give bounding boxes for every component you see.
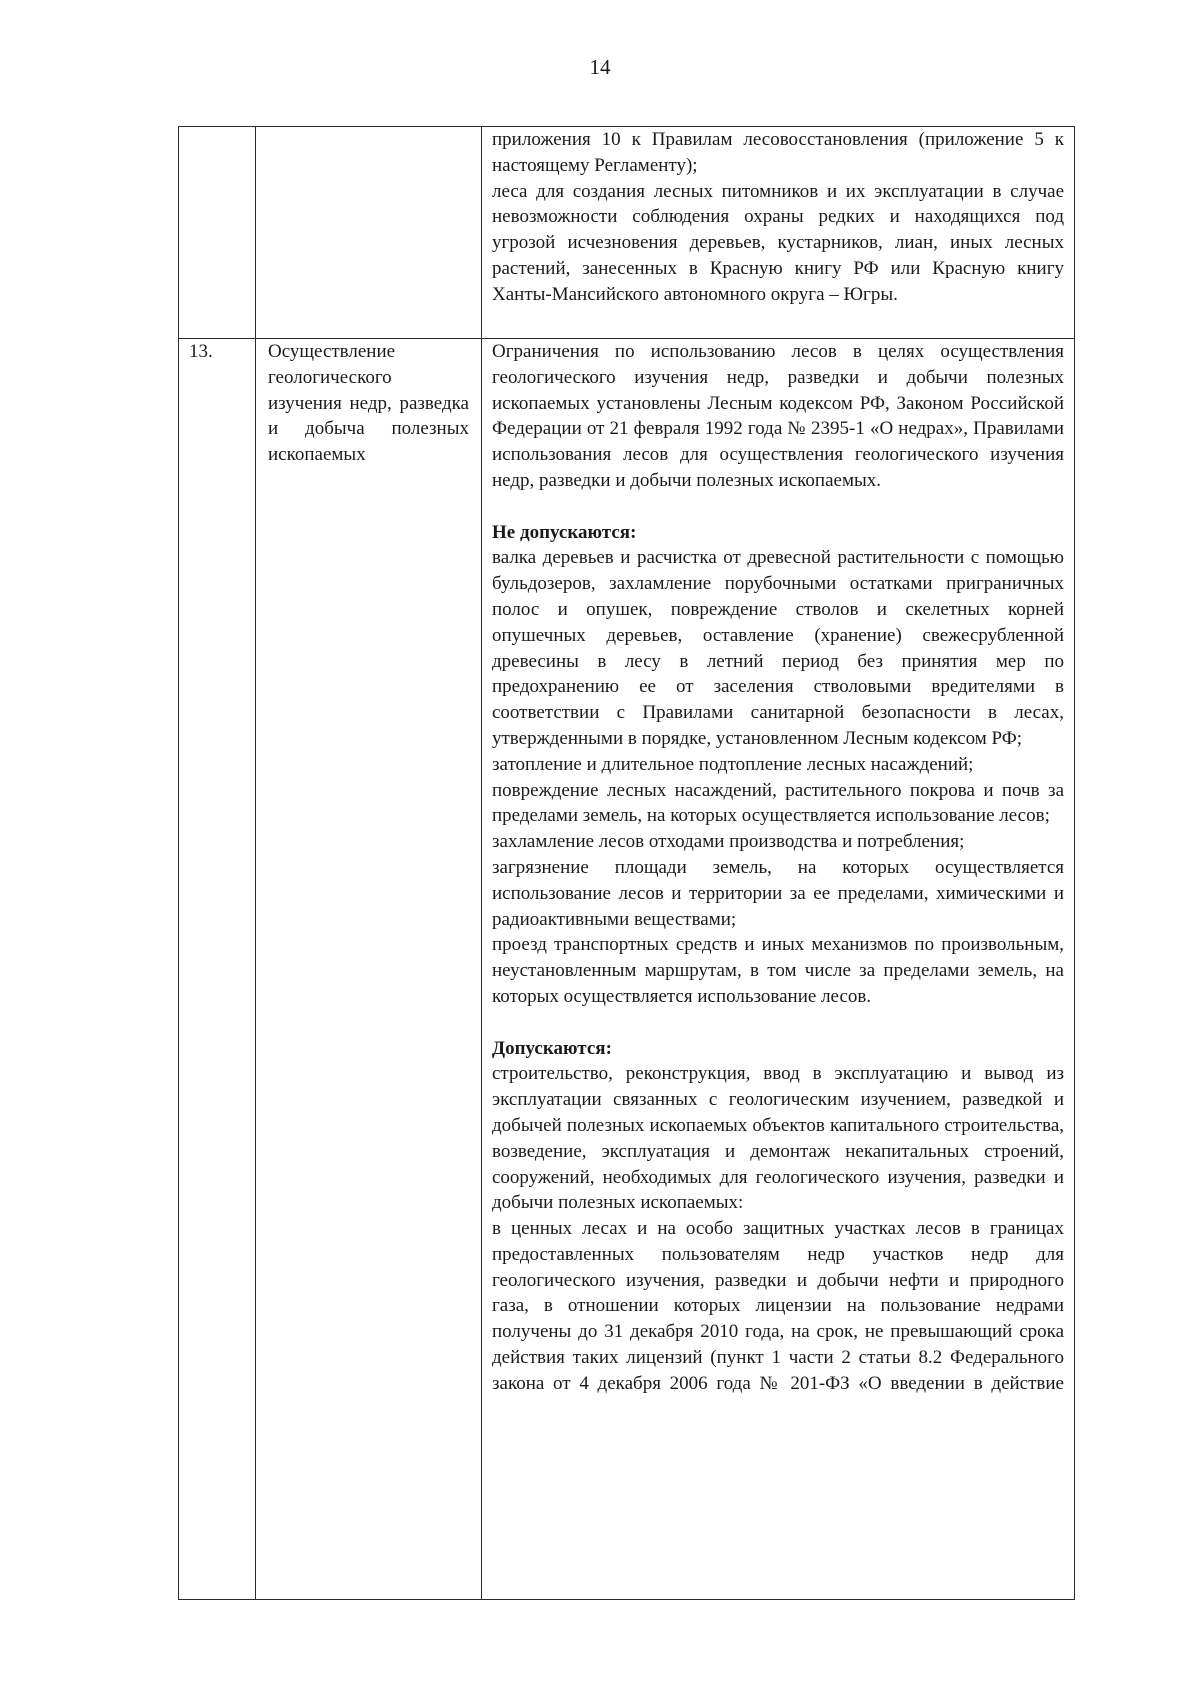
description-cell <box>482 127 1075 339</box>
regulation-table <box>178 126 1075 1600</box>
allowed-item: в ценных лесах и на особо защитных участках лесов в границах предоставленных пользователям недр участков недр для геологического изучения, разведки и добычи нефти и природного газа, в отношении которых лицензии на пользование недрами получены до 31 декабря 2010 года, на срок, не превышающий срока действия таких лицензий (пункт 1 части 2 статьи 8.2 Федерального закона от 4 декабря 2006 года № 201-ФЗ «О введении в действие <box>492 1218 1064 1394</box>
prohibited-item: затопление и длительное подтопление лесных насаждений; <box>492 753 974 775</box>
prohibited-item: валка деревьев и расчистка от древесной растительности с помощью бульдозеров, захламление порубочными остатками приграничных полос и опушек, повреждение стволов и скелетных корней опушечных деревьев, оставление (хранение) свежесрубленной древесины в лесу в летний период без принятия мер по предохранению ее от заселения стволовыми вредителями в соответствии с Правилами санитарной безопасности в лесах, утвержденными в порядке, установленном Лесным кодексом РФ; <box>492 547 1064 749</box>
row-number-cell <box>179 127 256 339</box>
row-number-cell: 13. <box>179 339 256 1600</box>
allowed-heading: Допускаются: <box>492 1037 612 1059</box>
prohibited-item: загрязнение площади земель, на которых осуществляется использование лесов и территории за ее пределами, химическими и радиоактивными веществами; <box>492 856 1064 930</box>
table-row-13 <box>179 339 1075 1600</box>
description-paragraph: леса для создания лесных питомников и их эксплуатации в случае невозможности соблюдения охраны редких и находящихся под угрозой исчезновения деревьев, кустарников, лиан, иных лесных растений, занесенных в Красную книгу РФ или Красную книгу Ханты-Мансийского автономного округа – Югры. <box>492 180 1064 305</box>
prohibited-item: проезд транспортных средств и иных механизмов по произвольным, неустановленным маршрутам, в том числе за пределами земель, на которых осуществляется использование лесов. <box>492 934 1064 1007</box>
activity-cell <box>256 127 482 339</box>
allowed-item: строительство, реконструкция, ввод в эксплуатацию и вывод из эксплуатации связанных с геологическим изучением, разведкой и добычей полезных ископаемых объектов капитального строительства, возведение, эксплуатация и демонтаж некапитальных строений, сооружений, необходимых для геологического изучения, разведки и добычи полезных ископаемых: <box>492 1063 1064 1214</box>
prohibited-item: повреждение лесных насаждений, растительного покрова и почв за пределами земель, на которых осуществляется использование лесов; <box>492 779 1064 827</box>
table-row-continued <box>179 127 1075 339</box>
prohibited-heading: Не допускаются: <box>492 521 637 543</box>
page-number: 14 <box>589 55 611 79</box>
description-cell <box>482 339 1075 1600</box>
activity-cell: Осуществление геологического изучения недр, разведка и добыча полезных ископаемых <box>256 339 482 1600</box>
prohibited-item: захламление лесов отходами производства и потребления; <box>492 831 965 853</box>
description-paragraph: приложения 10 к Правилам лесовосстановления (приложение 5 к настоящему Регламенту); <box>492 129 1064 176</box>
intro-paragraph: Ограничения по использованию лесов в целях осуществления геологического изучения недр, разведки и добычи полезных ископаемых установлены Лесным кодексом РФ, Законом Российской Федерации от 21 февраля 1992 года № 2395-1 «О недрах», Правилами использования лесов для осуществления геологического изучения недр, разведки и добычи полезных ископаемых. <box>492 341 1064 491</box>
